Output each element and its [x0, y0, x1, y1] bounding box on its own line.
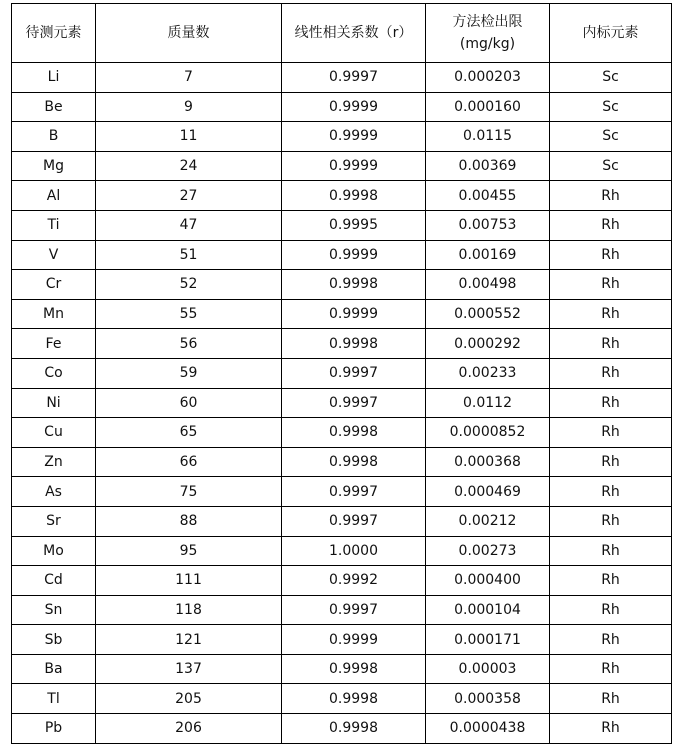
cell-correlation: 0.9998 [282, 270, 426, 300]
header-detection-limit-label: 方法检出限 [452, 14, 523, 30]
cell-internal-standard: Rh [550, 714, 672, 744]
cell-detection-limit: 0.00169 [426, 240, 550, 270]
table-row [12, 625, 672, 655]
cell-detection-limit: 0.000552 [426, 299, 550, 329]
cell-element: B [12, 122, 96, 152]
cell-detection-limit: 0.00003 [426, 654, 550, 684]
cell-detection-limit: 0.00498 [426, 270, 550, 300]
table-row [12, 654, 672, 684]
cell-internal-standard: Rh [550, 299, 672, 329]
table-row [12, 566, 672, 596]
cell-correlation: 0.9995 [282, 210, 426, 240]
header-row [12, 4, 672, 63]
cell-detection-limit: 0.00455 [426, 181, 550, 211]
cell-correlation: 0.9997 [282, 506, 426, 536]
table-row [12, 447, 672, 477]
cell-mass-number: 111 [96, 566, 282, 596]
cell-element: Mg [12, 151, 96, 181]
cell-detection-limit: 0.000368 [426, 447, 550, 477]
table-row [12, 684, 672, 714]
header-correlation: 线性相关系数（r） [282, 4, 426, 63]
cell-internal-standard: Rh [550, 654, 672, 684]
cell-mass-number: 60 [96, 388, 282, 418]
header-element: 待测元素 [12, 4, 96, 63]
table-row [12, 388, 672, 418]
cell-internal-standard: Rh [550, 181, 672, 211]
cell-element: Zn [12, 447, 96, 477]
cell-internal-standard: Rh [550, 477, 672, 507]
cell-element: Al [12, 181, 96, 211]
cell-internal-standard: Rh [550, 595, 672, 625]
cell-mass-number: 9 [96, 92, 282, 122]
cell-element: Be [12, 92, 96, 122]
cell-correlation: 0.9998 [282, 447, 426, 477]
cell-element: Mn [12, 299, 96, 329]
cell-mass-number: 88 [96, 506, 282, 536]
cell-correlation: 0.9998 [282, 329, 426, 359]
cell-mass-number: 24 [96, 151, 282, 181]
cell-detection-limit: 0.00753 [426, 210, 550, 240]
data-table [11, 3, 672, 744]
cell-correlation: 0.9997 [282, 358, 426, 388]
cell-internal-standard: Rh [550, 388, 672, 418]
cell-correlation: 0.9999 [282, 625, 426, 655]
cell-internal-standard: Rh [550, 684, 672, 714]
cell-element: Ba [12, 654, 96, 684]
cell-internal-standard: Sc [550, 151, 672, 181]
cell-correlation: 0.9999 [282, 299, 426, 329]
cell-element: Mo [12, 536, 96, 566]
cell-mass-number: 137 [96, 654, 282, 684]
cell-detection-limit: 0.00273 [426, 536, 550, 566]
cell-internal-standard: Rh [550, 536, 672, 566]
cell-detection-limit: 0.000358 [426, 684, 550, 714]
table-row [12, 536, 672, 566]
table-row [12, 595, 672, 625]
cell-element: Sr [12, 506, 96, 536]
cell-detection-limit: 0.0000852 [426, 418, 550, 448]
cell-mass-number: 27 [96, 181, 282, 211]
table-row [12, 92, 672, 122]
header-detection-limit [426, 4, 550, 63]
cell-internal-standard: Rh [550, 447, 672, 477]
cell-mass-number: 121 [96, 625, 282, 655]
cell-internal-standard: Rh [550, 566, 672, 596]
cell-internal-standard: Rh [550, 329, 672, 359]
cell-detection-limit: 0.00233 [426, 358, 550, 388]
cell-correlation: 0.9998 [282, 181, 426, 211]
cell-element: Ti [12, 210, 96, 240]
cell-detection-limit: 0.000292 [426, 329, 550, 359]
cell-internal-standard: Sc [550, 92, 672, 122]
cell-correlation: 0.9997 [282, 595, 426, 625]
cell-correlation: 0.9999 [282, 92, 426, 122]
cell-internal-standard: Rh [550, 210, 672, 240]
cell-mass-number: 118 [96, 595, 282, 625]
cell-correlation: 0.9997 [282, 63, 426, 93]
table-row [12, 506, 672, 536]
table-row [12, 477, 672, 507]
table-row [12, 714, 672, 744]
table-row [12, 151, 672, 181]
cell-correlation: 0.9999 [282, 240, 426, 270]
cell-correlation: 0.9999 [282, 151, 426, 181]
cell-mass-number: 56 [96, 329, 282, 359]
cell-mass-number: 51 [96, 240, 282, 270]
table-row [12, 181, 672, 211]
cell-detection-limit: 0.000400 [426, 566, 550, 596]
table-row [12, 240, 672, 270]
cell-detection-limit: 0.000171 [426, 625, 550, 655]
cell-correlation: 1.0000 [282, 536, 426, 566]
table-row [12, 299, 672, 329]
cell-detection-limit: 0.00369 [426, 151, 550, 181]
cell-internal-standard: Rh [550, 240, 672, 270]
cell-element: Li [12, 63, 96, 93]
header-detection-limit-unit: (mg/kg) [459, 36, 516, 52]
table-row [12, 210, 672, 240]
cell-correlation: 0.9998 [282, 684, 426, 714]
cell-detection-limit: 0.0115 [426, 122, 550, 152]
cell-internal-standard: Rh [550, 358, 672, 388]
table-row [12, 418, 672, 448]
cell-correlation: 0.9998 [282, 418, 426, 448]
table-body [12, 63, 672, 744]
header-mass-number: 质量数 [96, 4, 282, 63]
cell-element: Co [12, 358, 96, 388]
cell-mass-number: 11 [96, 122, 282, 152]
header-internal-standard: 内标元素 [550, 4, 672, 63]
table-row [12, 63, 672, 93]
cell-element: Cr [12, 270, 96, 300]
cell-detection-limit: 0.000104 [426, 595, 550, 625]
cell-internal-standard: Rh [550, 418, 672, 448]
cell-internal-standard: Sc [550, 122, 672, 152]
cell-internal-standard: Sc [550, 63, 672, 93]
cell-mass-number: 52 [96, 270, 282, 300]
table-row [12, 270, 672, 300]
cell-correlation: 0.9998 [282, 654, 426, 684]
cell-internal-standard: Rh [550, 270, 672, 300]
table-row [12, 122, 672, 152]
cell-element: Fe [12, 329, 96, 359]
cell-element: V [12, 240, 96, 270]
cell-element: Sb [12, 625, 96, 655]
cell-internal-standard: Rh [550, 506, 672, 536]
cell-mass-number: 206 [96, 714, 282, 744]
cell-element: Ni [12, 388, 96, 418]
cell-mass-number: 75 [96, 477, 282, 507]
cell-mass-number: 95 [96, 536, 282, 566]
cell-element: Sn [12, 595, 96, 625]
cell-correlation: 0.9992 [282, 566, 426, 596]
cell-mass-number: 7 [96, 63, 282, 93]
table-row [12, 329, 672, 359]
cell-element: Tl [12, 684, 96, 714]
cell-detection-limit: 0.000160 [426, 92, 550, 122]
cell-correlation: 0.9997 [282, 477, 426, 507]
cell-mass-number: 205 [96, 684, 282, 714]
cell-mass-number: 65 [96, 418, 282, 448]
cell-correlation: 0.9997 [282, 388, 426, 418]
cell-mass-number: 47 [96, 210, 282, 240]
cell-mass-number: 59 [96, 358, 282, 388]
cell-internal-standard: Rh [550, 625, 672, 655]
cell-detection-limit: 0.000469 [426, 477, 550, 507]
cell-element: Cu [12, 418, 96, 448]
cell-detection-limit: 0.000203 [426, 63, 550, 93]
cell-detection-limit: 0.0112 [426, 388, 550, 418]
cell-mass-number: 66 [96, 447, 282, 477]
cell-mass-number: 55 [96, 299, 282, 329]
cell-detection-limit: 0.00212 [426, 506, 550, 536]
cell-correlation: 0.9999 [282, 122, 426, 152]
cell-element: Pb [12, 714, 96, 744]
cell-element: As [12, 477, 96, 507]
table-row [12, 358, 672, 388]
cell-element: Cd [12, 566, 96, 596]
cell-correlation: 0.9998 [282, 714, 426, 744]
cell-detection-limit: 0.0000438 [426, 714, 550, 744]
